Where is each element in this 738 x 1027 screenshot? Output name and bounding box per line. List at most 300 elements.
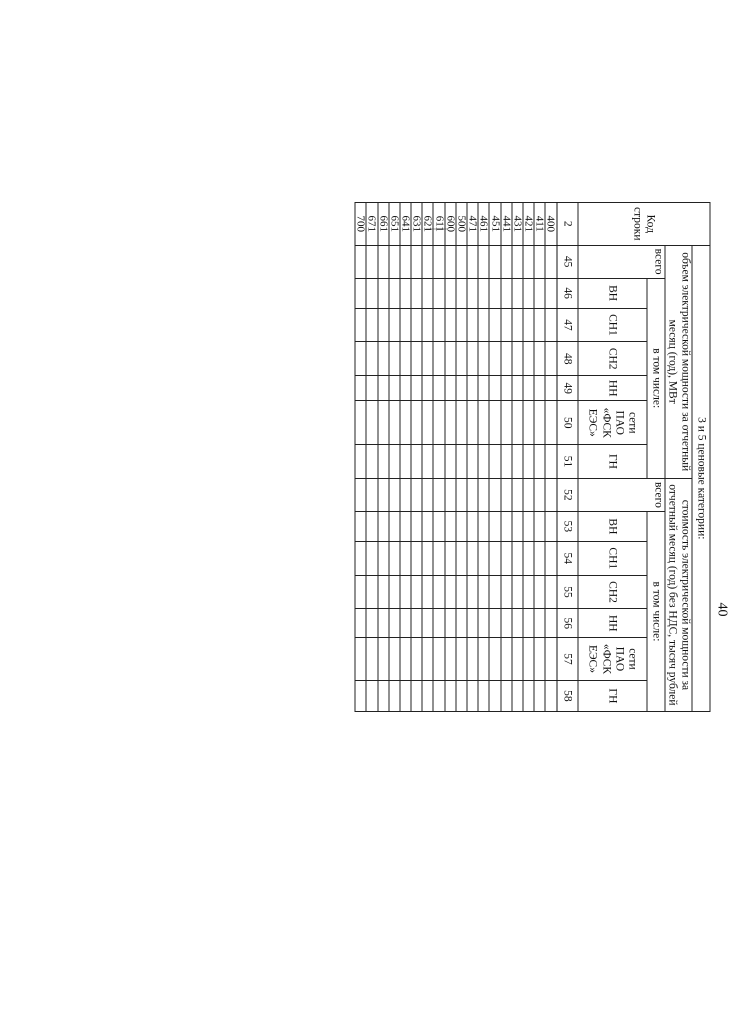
row-code: 600 (445, 203, 456, 246)
column-number: 51 (557, 445, 578, 479)
value-cell[interactable] (478, 245, 489, 278)
page-content (0, 192, 738, 712)
value-cell[interactable] (501, 638, 512, 681)
value-cell[interactable] (456, 342, 467, 376)
table-row (445, 203, 456, 712)
value-cell[interactable] (501, 511, 512, 541)
value-cell[interactable] (512, 638, 523, 681)
volume-gn-header: ГН (578, 445, 647, 479)
value-cell[interactable] (523, 376, 534, 401)
value-cell[interactable] (355, 511, 366, 541)
value-cell[interactable] (445, 541, 456, 575)
value-cell[interactable] (478, 638, 489, 681)
table-row (523, 203, 534, 712)
value-cell[interactable] (467, 680, 478, 711)
value-cell[interactable] (512, 401, 523, 445)
value-cell[interactable] (378, 541, 389, 575)
value-cell[interactable] (456, 278, 467, 308)
value-cell[interactable] (478, 680, 489, 711)
volume-fsk-header: сети ПАО «ФСК ЕЭС» (578, 401, 647, 445)
value-cell[interactable] (445, 245, 456, 278)
value-cell[interactable] (489, 401, 500, 445)
value-cell[interactable] (434, 342, 445, 376)
column-number: 58 (557, 680, 578, 711)
table-row (534, 203, 545, 712)
value-cell[interactable] (445, 511, 456, 541)
value-cell[interactable] (501, 245, 512, 278)
value-cell[interactable] (400, 541, 411, 575)
value-cell[interactable] (411, 342, 422, 376)
value-cell[interactable] (434, 376, 445, 401)
table-row (489, 203, 500, 712)
value-cell[interactable] (366, 541, 377, 575)
value-cell[interactable] (355, 680, 366, 711)
value-cell[interactable] (378, 638, 389, 681)
column-number: 57 (557, 638, 578, 681)
value-cell[interactable] (355, 445, 366, 479)
value-cell[interactable] (456, 478, 467, 511)
value-cell[interactable] (512, 376, 523, 401)
value-cell[interactable] (434, 575, 445, 609)
value-cell[interactable] (456, 680, 467, 711)
value-cell[interactable] (478, 376, 489, 401)
volume-sn1-header: СН1 (578, 308, 647, 342)
value-cell[interactable] (501, 308, 512, 342)
value-cell[interactable] (411, 638, 422, 681)
value-cell[interactable] (467, 511, 478, 541)
value-cell[interactable] (422, 511, 433, 541)
value-cell[interactable] (445, 609, 456, 638)
value-cell[interactable] (434, 278, 445, 308)
value-cell[interactable] (545, 245, 556, 278)
value-cell[interactable] (422, 575, 433, 609)
value-cell[interactable] (523, 278, 534, 308)
value-cell[interactable] (411, 376, 422, 401)
value-cell[interactable] (523, 401, 534, 445)
value-cell[interactable] (467, 376, 478, 401)
value-cell[interactable] (389, 278, 400, 308)
value-cell[interactable] (545, 342, 556, 376)
value-cell[interactable] (501, 680, 512, 711)
value-cell[interactable] (366, 245, 377, 278)
value-cell[interactable] (422, 308, 433, 342)
value-cell[interactable] (422, 478, 433, 511)
value-cell[interactable] (467, 541, 478, 575)
value-cell[interactable] (355, 401, 366, 445)
value-cell[interactable] (545, 308, 556, 342)
value-cell[interactable] (534, 376, 545, 401)
value-cell[interactable] (378, 680, 389, 711)
value-cell[interactable] (501, 445, 512, 479)
value-cell[interactable] (434, 609, 445, 638)
table-body (355, 203, 556, 712)
report-table (355, 202, 711, 712)
value-cell[interactable] (389, 401, 400, 445)
value-cell[interactable] (545, 541, 556, 575)
value-cell[interactable] (445, 278, 456, 308)
value-cell[interactable] (445, 638, 456, 681)
row-code: 411 (534, 203, 545, 246)
value-cell[interactable] (545, 376, 556, 401)
value-cell[interactable] (434, 401, 445, 445)
value-cell[interactable] (378, 401, 389, 445)
value-cell[interactable] (434, 638, 445, 681)
column-number: 46 (557, 278, 578, 308)
value-cell[interactable] (389, 575, 400, 609)
value-cell[interactable] (467, 342, 478, 376)
value-cell[interactable] (478, 478, 489, 511)
value-cell[interactable] (501, 575, 512, 609)
value-cell[interactable] (489, 376, 500, 401)
column-number: 52 (557, 478, 578, 511)
value-cell[interactable] (400, 278, 411, 308)
value-cell[interactable] (411, 245, 422, 278)
value-cell[interactable] (478, 445, 489, 479)
value-cell[interactable] (411, 401, 422, 445)
value-cell[interactable] (445, 478, 456, 511)
value-cell[interactable] (512, 445, 523, 479)
value-cell[interactable] (366, 575, 377, 609)
value-cell[interactable] (411, 278, 422, 308)
value-cell[interactable] (411, 541, 422, 575)
value-cell[interactable] (434, 541, 445, 575)
value-cell[interactable] (534, 511, 545, 541)
value-cell[interactable] (534, 445, 545, 479)
value-cell[interactable] (467, 245, 478, 278)
value-cell[interactable] (422, 376, 433, 401)
value-cell[interactable] (434, 445, 445, 479)
value-cell[interactable] (523, 609, 534, 638)
value-cell[interactable] (512, 245, 523, 278)
value-cell[interactable] (355, 609, 366, 638)
value-cell[interactable] (489, 609, 500, 638)
value-cell[interactable] (355, 342, 366, 376)
value-cell[interactable] (523, 308, 534, 342)
value-cell[interactable] (456, 511, 467, 541)
value-cell[interactable] (489, 541, 500, 575)
value-cell[interactable] (523, 342, 534, 376)
value-cell[interactable] (422, 638, 433, 681)
value-cell[interactable] (366, 680, 377, 711)
value-cell[interactable] (534, 278, 545, 308)
value-cell[interactable] (489, 342, 500, 376)
value-cell[interactable] (366, 478, 377, 511)
value-cell[interactable] (467, 278, 478, 308)
value-cell[interactable] (512, 278, 523, 308)
value-cell[interactable] (534, 638, 545, 681)
page-number: 40 (714, 602, 730, 617)
value-cell[interactable] (400, 511, 411, 541)
value-cell[interactable] (400, 401, 411, 445)
row-code: 621 (422, 203, 433, 246)
table-row (501, 203, 512, 712)
volume-including-header: в том числе: (647, 278, 665, 478)
value-cell[interactable] (456, 376, 467, 401)
value-cell[interactable] (467, 478, 478, 511)
value-cell[interactable] (411, 308, 422, 342)
value-cell[interactable] (545, 511, 556, 541)
value-cell[interactable] (512, 342, 523, 376)
value-cell[interactable] (489, 278, 500, 308)
value-cell[interactable] (378, 245, 389, 278)
table-row (478, 203, 489, 712)
value-cell[interactable] (355, 541, 366, 575)
value-cell[interactable] (422, 541, 433, 575)
table-row (411, 203, 422, 712)
value-cell[interactable] (434, 308, 445, 342)
value-cell[interactable] (545, 575, 556, 609)
value-cell[interactable] (366, 308, 377, 342)
value-cell[interactable] (456, 245, 467, 278)
value-cell[interactable] (366, 376, 377, 401)
value-cell[interactable] (501, 541, 512, 575)
value-cell[interactable] (434, 245, 445, 278)
value-cell[interactable] (489, 575, 500, 609)
value-cell[interactable] (422, 342, 433, 376)
value-cell[interactable] (467, 609, 478, 638)
value-cell[interactable] (355, 575, 366, 609)
value-cell[interactable] (400, 308, 411, 342)
value-cell[interactable] (545, 278, 556, 308)
value-cell[interactable] (523, 638, 534, 681)
value-cell[interactable] (489, 680, 500, 711)
value-cell[interactable] (489, 638, 500, 681)
value-cell[interactable] (411, 511, 422, 541)
value-cell[interactable] (400, 376, 411, 401)
value-cell[interactable] (523, 245, 534, 278)
value-cell[interactable] (411, 575, 422, 609)
value-cell[interactable] (534, 308, 545, 342)
value-cell[interactable] (400, 245, 411, 278)
value-cell[interactable] (389, 245, 400, 278)
value-cell[interactable] (389, 609, 400, 638)
value-cell[interactable] (512, 680, 523, 711)
value-cell[interactable] (523, 478, 534, 511)
value-cell[interactable] (534, 680, 545, 711)
value-cell[interactable] (456, 541, 467, 575)
table-row (378, 203, 389, 712)
table-row (355, 203, 366, 712)
value-cell[interactable] (512, 541, 523, 575)
row-code: 431 (512, 203, 523, 246)
value-cell[interactable] (545, 445, 556, 479)
value-cell[interactable] (501, 342, 512, 376)
value-cell[interactable] (545, 401, 556, 445)
value-cell[interactable] (489, 478, 500, 511)
value-cell[interactable] (501, 376, 512, 401)
column-number: 48 (557, 342, 578, 376)
value-cell[interactable] (512, 575, 523, 609)
table-row (512, 203, 523, 712)
value-cell[interactable] (400, 575, 411, 609)
value-cell[interactable] (378, 445, 389, 479)
value-cell[interactable] (545, 609, 556, 638)
value-cell[interactable] (389, 541, 400, 575)
value-cell[interactable] (400, 609, 411, 638)
value-cell[interactable] (366, 445, 377, 479)
value-cell[interactable] (445, 376, 456, 401)
value-cell[interactable] (422, 609, 433, 638)
value-cell[interactable] (445, 401, 456, 445)
row-code: 461 (478, 203, 489, 246)
value-cell[interactable] (355, 278, 366, 308)
value-cell[interactable] (389, 445, 400, 479)
value-cell[interactable] (378, 278, 389, 308)
value-cell[interactable] (411, 478, 422, 511)
value-cell[interactable] (378, 511, 389, 541)
value-cell[interactable] (355, 638, 366, 681)
value-cell[interactable] (478, 308, 489, 342)
value-cell[interactable] (400, 638, 411, 681)
value-cell[interactable] (378, 376, 389, 401)
column-number: 56 (557, 609, 578, 638)
value-cell[interactable] (534, 245, 545, 278)
value-cell[interactable] (366, 511, 377, 541)
value-cell[interactable] (389, 308, 400, 342)
value-cell[interactable] (489, 445, 500, 479)
value-cell[interactable] (523, 575, 534, 609)
value-cell[interactable] (456, 638, 467, 681)
value-cell[interactable] (389, 511, 400, 541)
value-cell[interactable] (478, 575, 489, 609)
value-cell[interactable] (456, 445, 467, 479)
value-cell[interactable] (523, 541, 534, 575)
value-cell[interactable] (378, 609, 389, 638)
cost-sn1-header: СН1 (578, 541, 647, 575)
cost-vn-header: ВН (578, 511, 647, 541)
value-cell[interactable] (445, 308, 456, 342)
column-number: 47 (557, 308, 578, 342)
value-cell[interactable] (534, 401, 545, 445)
value-cell[interactable] (545, 478, 556, 511)
value-cell[interactable] (411, 609, 422, 638)
value-cell[interactable] (534, 575, 545, 609)
value-cell[interactable] (389, 342, 400, 376)
value-cell[interactable] (378, 478, 389, 511)
value-cell[interactable] (389, 478, 400, 511)
value-cell[interactable] (422, 680, 433, 711)
volume-title: объем электрической мощности за отчетный месяц (год), МВт (665, 245, 692, 478)
value-cell[interactable] (523, 511, 534, 541)
value-cell[interactable] (545, 680, 556, 711)
value-cell[interactable] (456, 575, 467, 609)
value-cell[interactable] (434, 511, 445, 541)
table-row (456, 203, 467, 712)
value-cell[interactable] (478, 609, 489, 638)
value-cell[interactable] (456, 308, 467, 342)
value-cell[interactable] (422, 278, 433, 308)
row-code: 651 (389, 203, 400, 246)
volume-nn-header: НН (578, 376, 647, 401)
value-cell[interactable] (512, 308, 523, 342)
value-cell[interactable] (534, 609, 545, 638)
value-cell[interactable] (478, 541, 489, 575)
value-cell[interactable] (378, 342, 389, 376)
table-row (434, 203, 445, 712)
value-cell[interactable] (400, 445, 411, 479)
value-cell[interactable] (366, 278, 377, 308)
value-cell[interactable] (534, 478, 545, 511)
value-cell[interactable] (400, 478, 411, 511)
value-cell[interactable] (467, 308, 478, 342)
table-row (400, 203, 411, 712)
value-cell[interactable] (434, 680, 445, 711)
value-cell[interactable] (501, 401, 512, 445)
value-cell[interactable] (355, 478, 366, 511)
value-cell[interactable] (445, 445, 456, 479)
value-cell[interactable] (366, 638, 377, 681)
value-cell[interactable] (467, 401, 478, 445)
value-cell[interactable] (545, 638, 556, 681)
row-code: 421 (523, 203, 534, 246)
value-cell[interactable] (501, 278, 512, 308)
value-cell[interactable] (512, 478, 523, 511)
value-cell[interactable] (478, 401, 489, 445)
value-cell[interactable] (422, 445, 433, 479)
value-cell[interactable] (478, 342, 489, 376)
value-cell[interactable] (400, 342, 411, 376)
value-cell[interactable] (422, 401, 433, 445)
value-cell[interactable] (478, 278, 489, 308)
value-cell[interactable] (389, 638, 400, 681)
value-cell[interactable] (355, 376, 366, 401)
value-cell[interactable] (467, 445, 478, 479)
value-cell[interactable] (366, 609, 377, 638)
value-cell[interactable] (355, 245, 366, 278)
value-cell[interactable] (489, 308, 500, 342)
value-cell[interactable] (411, 445, 422, 479)
volume-sn2-header: СН2 (578, 342, 647, 376)
value-cell[interactable] (378, 308, 389, 342)
value-cell[interactable] (389, 376, 400, 401)
value-cell[interactable] (434, 478, 445, 511)
value-cell[interactable] (445, 680, 456, 711)
value-cell[interactable] (445, 575, 456, 609)
value-cell[interactable] (501, 609, 512, 638)
value-cell[interactable] (378, 575, 389, 609)
volume-vn-header: ВН (578, 278, 647, 308)
value-cell[interactable] (534, 541, 545, 575)
value-cell[interactable] (523, 680, 534, 711)
value-cell[interactable] (456, 609, 467, 638)
value-cell[interactable] (467, 575, 478, 609)
value-cell[interactable] (534, 342, 545, 376)
value-cell[interactable] (456, 401, 467, 445)
column-number: 45 (557, 245, 578, 278)
value-cell[interactable] (467, 638, 478, 681)
value-cell[interactable] (512, 511, 523, 541)
value-cell[interactable] (523, 445, 534, 479)
volume-total-header: всего (578, 245, 665, 278)
value-cell[interactable] (501, 478, 512, 511)
value-cell[interactable] (400, 680, 411, 711)
value-cell[interactable] (478, 511, 489, 541)
value-cell[interactable] (366, 401, 377, 445)
value-cell[interactable] (355, 308, 366, 342)
value-cell[interactable] (422, 245, 433, 278)
value-cell[interactable] (512, 609, 523, 638)
value-cell[interactable] (489, 511, 500, 541)
row-code: 471 (467, 203, 478, 246)
value-cell[interactable] (445, 342, 456, 376)
group-title: 3 и 5 ценовые категории: (692, 245, 710, 711)
cost-including-header: в том числе: (647, 511, 665, 711)
row-code: 631 (411, 203, 422, 246)
value-cell[interactable] (389, 680, 400, 711)
value-cell[interactable] (366, 342, 377, 376)
value-cell[interactable] (411, 680, 422, 711)
value-cell[interactable] (489, 245, 500, 278)
